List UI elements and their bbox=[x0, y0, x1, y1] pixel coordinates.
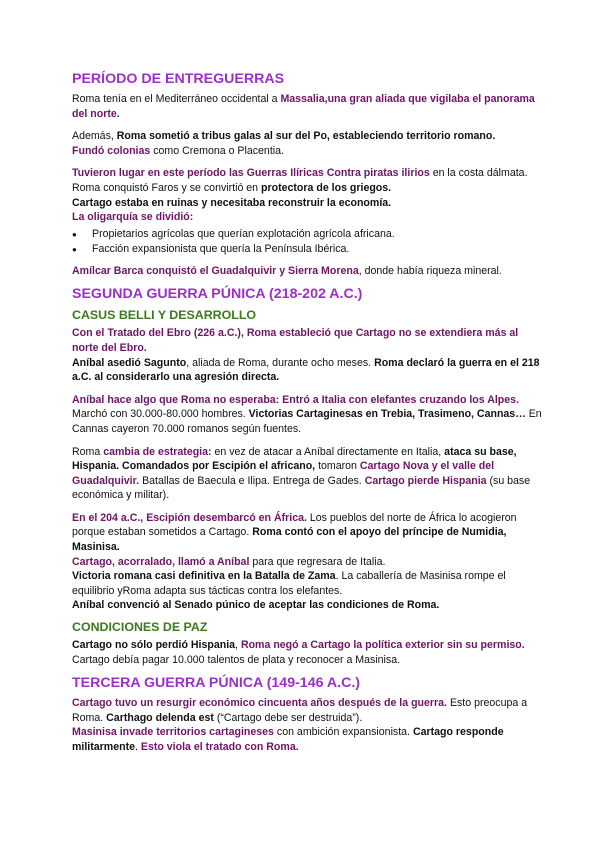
bullet-list bbox=[72, 227, 542, 258]
paragraph: Cartago no sólo perdió Hispania, Roma negó a Cartago la política exterior sin su permiso. Cartago debía pagar 10.000 talentos de plata y reconocer a Masinisa. bbox=[72, 639, 525, 666]
paragraph: Roma cambia de estrategia: en vez de atacar a Aníbal directamente en Italia, ataca su base, Hispania. Comandados por Escipión el africano, tomaron Cartago Nova y el valle del Guadalquivir. Batallas de Baecula e Ilipa. Entrega de Gades. Cartago pierde Hispania (su base económica y militar). bbox=[72, 445, 531, 502]
paragraph: Roma tenía en el Mediterráneo occidental a Massalia,una gran aliada que vigilaba el panorama del norte. bbox=[72, 93, 535, 120]
paragraph: Aníbal hace algo que Roma no esperaba: Entró a Italia con elefantes cruzando los Alpes. Marchó con 30.000-80.000 hombres. Victorias Cartaginesas en Trebia, Trasimeno, Cannas… En Cannas cayeron 70.000 romanos según fuentes. bbox=[72, 393, 542, 435]
paragraph: Con el Tratado del Ebro (226 a.C.), Roma estableció que Cartago no se extendiera más al norte del Ebro. Aníbal asedió Sagunto, aliada de Roma, durante ocho meses. Roma declaró la guerra en el 218 a.C. al considerarlo una agresión directa. bbox=[72, 327, 540, 384]
paragraph: Cartago tuvo un resurgir económico cincuenta años después de la guerra. Esto preocupa a Roma. Carthago delenda est (“Cartago debe ser destruida”). Masinisa invade territorios cartagineses con ambición expansionista. Cartago responde militarmente. Esto viola el tratado con Roma. bbox=[72, 697, 528, 753]
section-title-entreguerras: PERÍODO DE ENTREGUERRAS bbox=[72, 71, 285, 87]
paragraph: Amílcar Barca conquistó el Guadalquivir y Sierra Morena, donde había riqueza mineral. bbox=[72, 264, 502, 277]
list-item: ● Facción expansionista que quería la Península Ibérica. bbox=[92, 242, 542, 258]
paragraph: En el 204 a.C., Escipión desembarcó en África. Los pueblos del norte de África lo acogieron porque estaban sometidos a Cartago. Roma contó con el apoyo del príncipe de Numidia, Masinisa. Cartago, acorralado, llamó a Aníbal para que regresara de Italia. Victoria romana casi definitiva en la Batalla de Zama. La caballería de Masinisa rompe el equilibrio yRoma adapta sus tácticas contra los elefantes. Aníbal convenció al Senado púnico de aceptar las condiciones de Roma. bbox=[72, 511, 517, 612]
section-title-segunda-guerra: SEGUNDA GUERRA PÚNICA (218-202 A.C.) bbox=[72, 286, 363, 303]
paragraph: Además, Roma sometió a tribus galas al sur del Po, estableciendo territorio romano. Fundó colonias como Cremona o Placentia. bbox=[72, 130, 496, 157]
paragraph: Tuvieron lugar en este período las Guerras Ilíricas Contra piratas ilirios en la costa dálmata. Roma conquistó Faros y se convirtió en protectora de los griegos. Cartago estaba en ruinas y necesitaba reconstruir la economía. La oligarquía se dividió: bbox=[72, 167, 528, 224]
section-title-tercera-guerra: TERCERA GUERRA PÚNICA (149-146 A.C.) bbox=[72, 675, 360, 692]
document-page bbox=[72, 71, 542, 763]
list-item: ● Propietarios agrícolas que querían explotación agrícola africana. bbox=[92, 227, 542, 243]
subsection-title-casus-belli: CASUS BELLI Y DESARROLLO bbox=[72, 308, 257, 323]
subsection-title-condiciones-paz: CONDICIONES DE PAZ bbox=[72, 620, 208, 635]
